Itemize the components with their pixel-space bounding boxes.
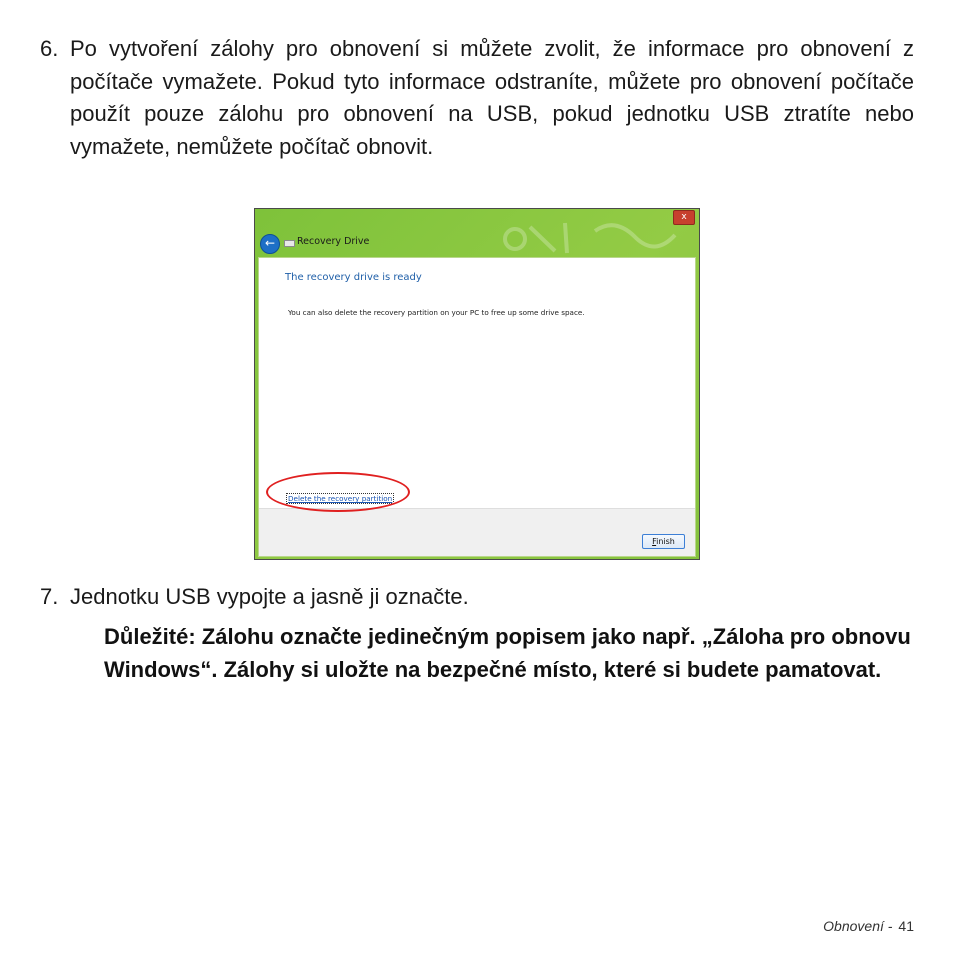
page-number: 41 — [898, 918, 914, 934]
info-text: You can also delete the recovery partition on your PC to free up some drive space. — [288, 308, 585, 317]
finish-access-key: F — [652, 537, 657, 546]
step-number: 7. — [40, 584, 59, 609]
page-footer — [823, 918, 914, 934]
step-text: Po vytvoření zálohy pro obnovení si můžete zvolit, že informace pro obnovení z počítače vymažete. Pokud tyto informace odstraníte, můžete pro obnovení počítače použít pouze zálohu pro obnovení na USB, pokud jednotku USB ztratíte nebo vymažete, nemůžete počítač obnovit. — [70, 36, 914, 159]
recovery-drive-window-screenshot — [254, 208, 700, 560]
finish-button[interactable] — [642, 534, 685, 549]
important-note: Důležité: Zálohu označte jedinečným popisem jako např. „Záloha pro obnovu Windows“. Zálohy si uložte na bezpečné místo, které si budete pamatovat. — [104, 624, 911, 682]
close-icon[interactable]: x — [673, 210, 695, 225]
drive-icon — [284, 240, 295, 247]
step-text: Jednotku USB vypojte a jasně ji označte. — [70, 584, 469, 609]
finish-label-rest: inish — [656, 537, 675, 546]
step-number: 6. — [40, 36, 59, 61]
step-6 — [40, 33, 914, 163]
ready-heading: The recovery drive is ready — [285, 272, 422, 283]
back-arrow-icon[interactable]: ← — [260, 234, 280, 254]
delete-partition-link[interactable]: Delete the recovery partition — [288, 494, 393, 503]
button-bar — [259, 508, 695, 556]
red-highlight-ellipse — [266, 472, 410, 512]
background-decoration-icon — [485, 217, 685, 257]
footer-section: Obnovení - — [823, 918, 893, 934]
window-content — [258, 257, 696, 557]
window-title: Recovery Drive — [297, 236, 370, 247]
step-7 — [40, 581, 914, 614]
